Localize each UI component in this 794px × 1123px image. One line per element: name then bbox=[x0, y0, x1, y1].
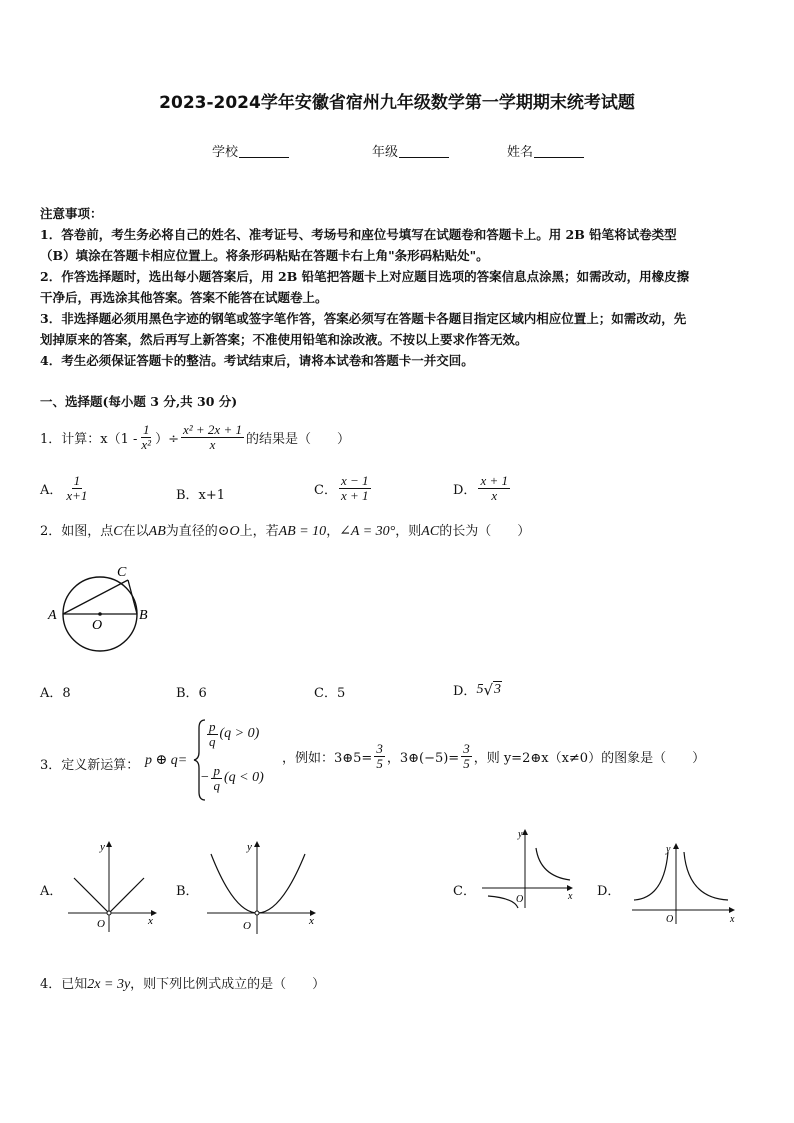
grade-field[interactable] bbox=[372, 141, 449, 160]
q3-prefix: 3．定义新运算： bbox=[40, 758, 140, 773]
chord-cb bbox=[128, 580, 137, 614]
graph-d-curve-2 bbox=[684, 852, 728, 900]
svg-text:O: O bbox=[97, 918, 105, 930]
q2-option-c[interactable]: C．5 bbox=[314, 686, 346, 701]
notice-line: 2．作答选择题时，选出每小题答案后，用 2B 铅笔把答题卡上对应题目选项的答案信息点涂黑；如需改动，用橡皮擦 bbox=[40, 269, 690, 284]
q1-prefix: 1．计算：x（1 - bbox=[40, 431, 138, 447]
q3-option-d[interactable]: D． bbox=[597, 884, 621, 899]
sqrt-symbol: √ bbox=[483, 680, 493, 699]
notice-line: 4．考生必须保证答题卡的整洁。考试结束后，请将本试卷和答题卡一并交回。 bbox=[40, 353, 474, 368]
label-o: O bbox=[92, 618, 103, 633]
svg-text:O: O bbox=[516, 894, 524, 905]
svg-text:y: y bbox=[247, 841, 252, 853]
q1-fraction-2: $\frac{\text{x² + 2x + 1}}{x}$ bbox=[182, 422, 242, 452]
school-blank[interactable] bbox=[239, 145, 289, 158]
q3-case-1: $\frac{p}{q}$ (q > 0) bbox=[209, 719, 260, 749]
name-field[interactable] bbox=[507, 141, 584, 160]
question-2: 2．如图，点C在以AB为直径的⊙O上，若AB = 10，∠A = 30°，则AC的长为（ ） bbox=[40, 524, 531, 539]
notice-line: 划掉原来的答案，然后再写上新答案；不准使用铅笔和涂改液。不按以上要求作答无效。 bbox=[40, 332, 528, 347]
center-point bbox=[98, 612, 102, 616]
notice-heading: 注意事项： bbox=[40, 206, 103, 221]
q3-graph-c bbox=[480, 826, 580, 910]
svg-text:y: y bbox=[518, 829, 523, 840]
svg-text:y: y bbox=[100, 841, 105, 853]
svg-text:x: x bbox=[148, 915, 153, 927]
q2-option-b[interactable]: B．6 bbox=[176, 686, 207, 701]
q1-option-c[interactable]: C． $\frac{x - 1}{x + 1}$ bbox=[314, 473, 369, 503]
q3-graph-b bbox=[205, 838, 323, 936]
svg-text:x: x bbox=[309, 915, 314, 927]
q1-option-a[interactable]: A． $\frac{1}{x+1}$ bbox=[40, 473, 88, 503]
q1-option-b[interactable]: B．x+1 bbox=[176, 488, 226, 503]
svg-text:O: O bbox=[243, 920, 251, 932]
graph-d-curve-1 bbox=[634, 852, 668, 900]
grade-label: 年级 bbox=[372, 145, 399, 160]
svg-text:x: x bbox=[568, 891, 573, 902]
q3-expr: p ⊕ q= bbox=[145, 753, 188, 768]
q1-option-d[interactable]: D． $\frac{x + 1}{x}$ bbox=[453, 473, 508, 503]
graph-c-curve-2 bbox=[488, 896, 518, 908]
q1-mid: ）÷ bbox=[155, 431, 179, 447]
name-label: 姓名 bbox=[507, 145, 534, 160]
label-b: B bbox=[139, 608, 148, 623]
label-c: C bbox=[117, 565, 127, 580]
page-title: 2023-2024学年安徽省宿州九年级数学第一学期期末统考试题 bbox=[159, 93, 635, 113]
question-1 bbox=[40, 423, 350, 451]
q2-option-a[interactable]: A．8 bbox=[40, 686, 71, 701]
graph-c-curve-1 bbox=[536, 848, 570, 880]
q3-option-b[interactable]: B． bbox=[176, 884, 199, 899]
q2-circle-figure bbox=[44, 562, 164, 662]
label-a: A bbox=[48, 608, 57, 623]
svg-text:O: O bbox=[666, 914, 674, 925]
q3-graph-a bbox=[66, 838, 162, 934]
graph-b-curve bbox=[211, 854, 305, 913]
notice-line: 干净后，再选涂其他答案。答案不能答在试题卷上。 bbox=[40, 290, 328, 305]
q3-case-2: − $\frac{p}{q}$ (q < 0) bbox=[200, 763, 264, 793]
section-heading: 一、选择题(每小题 3 分,共 30 分) bbox=[40, 394, 238, 409]
school-label: 学校 bbox=[212, 145, 239, 160]
name-blank[interactable] bbox=[534, 145, 584, 158]
q1-suffix: 的结果是（ ） bbox=[245, 431, 350, 447]
notice-line: 1．答卷前，考生务必将自己的姓名、准考证号、考场号和座位号填写在试题卷和答题卡上。用 2B 铅笔将试卷类型 bbox=[40, 227, 677, 242]
q3-examples: ，例如：3⊕5= $\frac{3}{5}$ ，3⊕(−5)= $\frac{3}{5}$ ，则 y=2⊕x（x≠0）的图象是（ ） bbox=[282, 741, 706, 771]
svg-text:x: x bbox=[730, 914, 735, 925]
q3-option-c[interactable]: C． bbox=[453, 884, 476, 899]
q3-option-a[interactable]: A． bbox=[40, 884, 63, 899]
notice-line: 3．非选择题必须用黑色字迹的钢笔或签字笔作答，答案必须写在答题卡各题目指定区域内相应位置上；如需改动，先 bbox=[40, 311, 687, 326]
q3-graph-d bbox=[630, 840, 742, 926]
q1-fraction-1: $\frac{1}{\text{x²}}$ bbox=[141, 422, 152, 452]
notice-line: （B）填涂在答题卡相应位置上。将条形码粘贴在答题卡右上角"条形码粘贴处"。 bbox=[40, 248, 489, 263]
svg-text:y: y bbox=[666, 844, 671, 855]
q2-option-d[interactable]: D． 5 √ 3 bbox=[453, 680, 501, 699]
school-field[interactable] bbox=[212, 141, 289, 160]
chord-ac bbox=[63, 580, 128, 614]
question-4: 4．已知2x = 3y，则下列比例式成立的是（ ） bbox=[40, 977, 326, 992]
grade-blank[interactable] bbox=[399, 145, 449, 158]
